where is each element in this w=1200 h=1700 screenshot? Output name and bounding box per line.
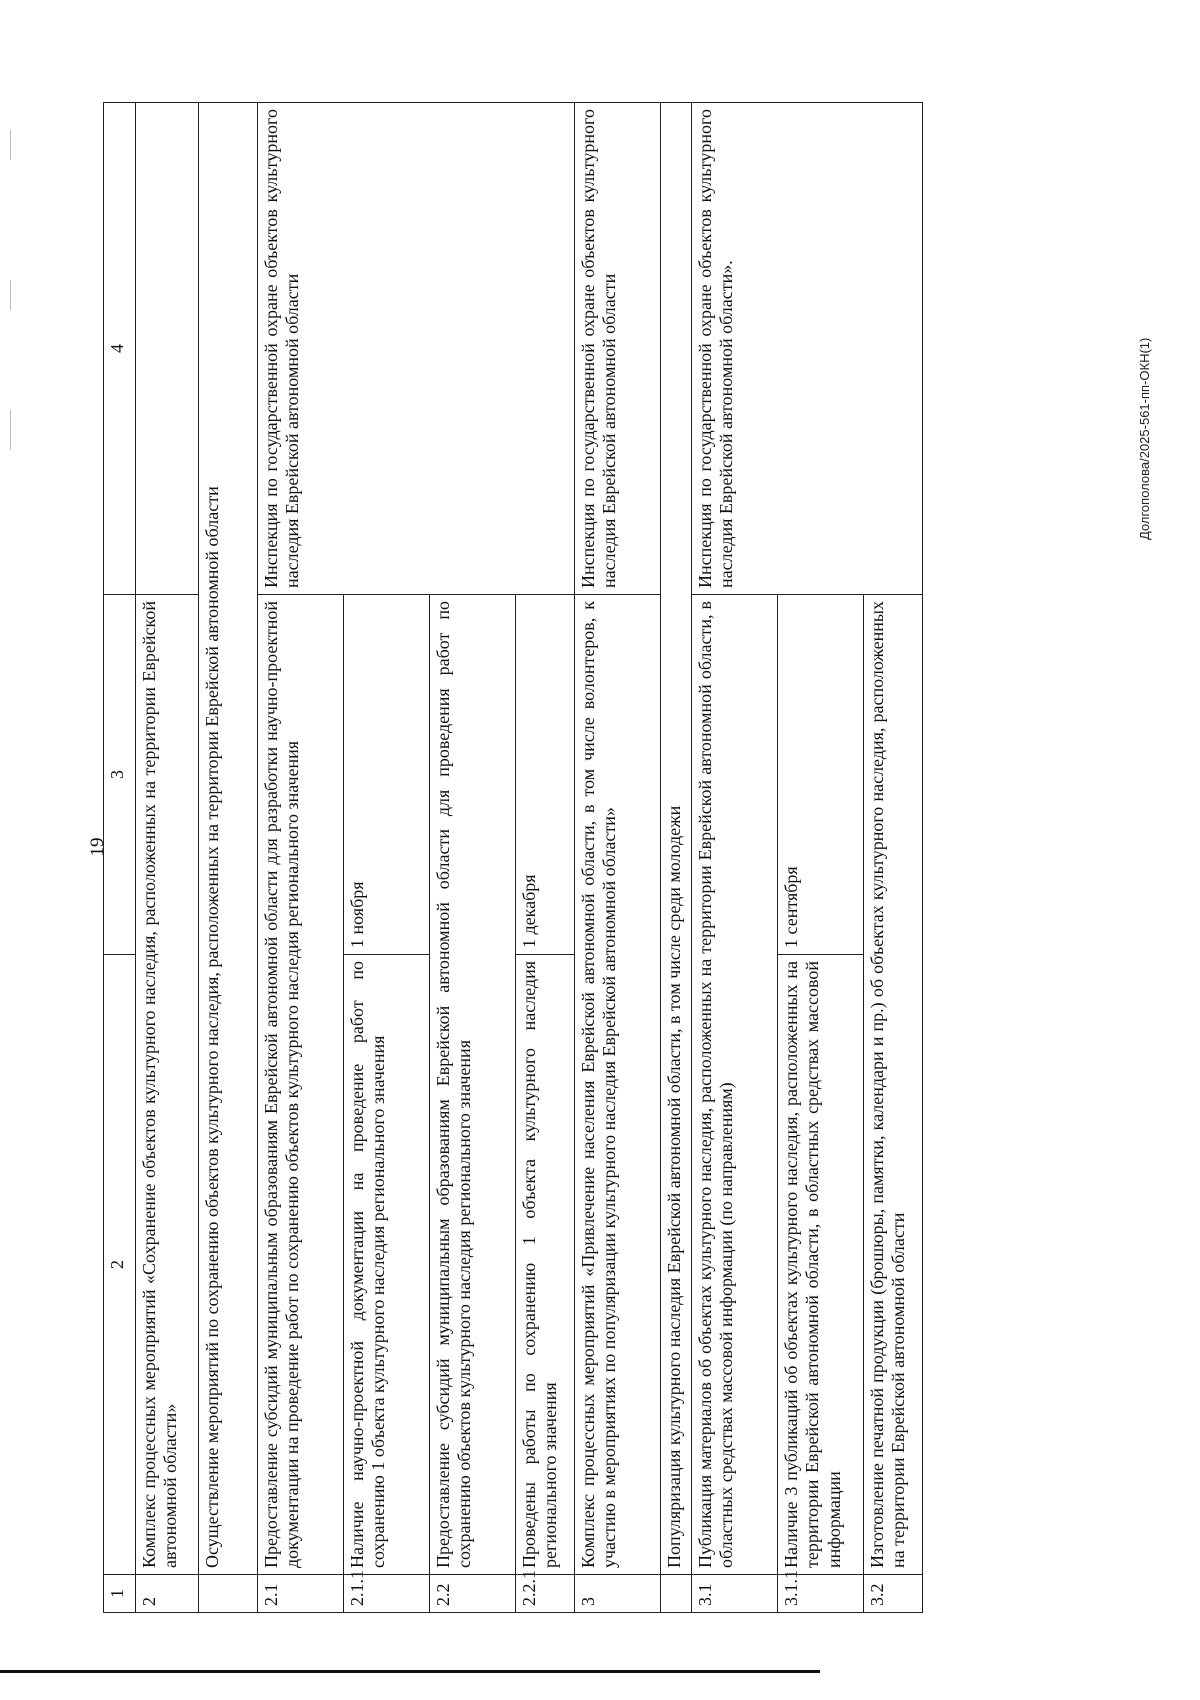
row-responsible [135,103,198,595]
row-number [660,1575,692,1613]
row-description: Предоставление субсидий муниципальным образованиям Еврейской автономной области для разработки научно-проектной документации на проведение работ по сохранению объектов культурного наследия регионального значения [257,595,343,1575]
row-description: Публикация материалов об объектах культурного наследия, расположенных на территории Еврейской автономной области, в областных средствах массовой информации (по направлениям) [692,595,778,1575]
row-description: Проведены работы по сохранению 1 объекта культурного наследия регионального значения [515,955,574,1575]
table-row [574,103,660,1613]
row-number: 2 [135,1575,198,1613]
row-description: Изготовление печатной продукции (брошюры, памятки, календари и пр.) об объектах культурного наследия, расположенных на территории Еврейской автономной области [864,595,923,1575]
row-description: Комплекс процессных мероприятий «Сохранение объектов культурного наследия, расположенных на территории Еврейской автономной области» [135,595,198,1575]
section-title: Осуществление мероприятий по сохранению объектов культурного наследия, расположенных на территории Еврейской автономной области [199,103,258,1575]
table-row-section [199,103,258,1613]
row-number: 3 [574,1575,660,1613]
row-responsible: Инспекция по государственной охране объектов культурного наследия Еврейской автономной области [257,103,574,595]
row-deadline: 1 декабря [515,595,574,955]
scan-mark [10,410,11,450]
header-cell-4: 4 [104,103,136,595]
row-number: 3.2 [864,1575,923,1613]
row-description: Наличие 3 публикаций об объектах культурного наследия, расположенных на территории Еврейской автономной области, в областных средствах массовой информации [778,955,864,1575]
row-number [199,1575,258,1613]
row-responsible: Инспекция по государственной охране объектов культурного наследия Еврейской автономной области». [692,103,923,595]
scan-mark [10,280,11,310]
row-number: 2.1 [257,1575,343,1613]
table-row [257,103,343,1613]
table-row [135,103,198,1613]
row-number: 3.1 [692,1575,778,1613]
row-description: Комплекс процессных мероприятий «Привлечение населения Еврейской автономной области, в том числе волонтеров, к участию в мероприятиях по популяризации культурного наследия Еврейской автономной области» [574,595,660,1575]
document-code: Долгополова/2025-561-пп-ОКН(1) [1137,337,1152,540]
header-cell-2: 2 [104,955,136,1575]
rotated-table-container [103,103,923,1613]
header-cell-1: 1 [104,1575,136,1613]
row-responsible: Инспекция по государственной охране объектов культурного наследия Еврейской автономной области [574,103,660,595]
events-table [103,102,923,1613]
scan-edge-line [0,1670,820,1673]
header-cell-3: 3 [104,595,136,955]
scan-mark [10,130,11,160]
row-deadline: 1 сентября [778,595,864,955]
table-header-row [104,103,136,1613]
table-row-section [660,103,692,1613]
row-description: Наличие научно-проектной документации на проведение работ по сохранению 1 объекта культурного наследия регионального значения [343,955,429,1575]
row-number: 2.2 [429,1575,515,1613]
row-number: 2.1.1 [343,1575,429,1613]
row-number: 2.2.1 [515,1575,574,1613]
table-row [692,103,778,1613]
page-number: 19 [87,837,108,857]
row-deadline: 1 ноября [343,595,429,955]
row-number: 3.1.1 [778,1575,864,1613]
section-title: Популяризация культурного наследия Еврейской автономной области, в том числе среди молодежи [660,103,692,1575]
row-description: Предоставление субсидий муниципальным образованиям Еврейской автономной области для проведения работ по сохранению объектов культурного наследия регионального значения [429,595,515,1575]
